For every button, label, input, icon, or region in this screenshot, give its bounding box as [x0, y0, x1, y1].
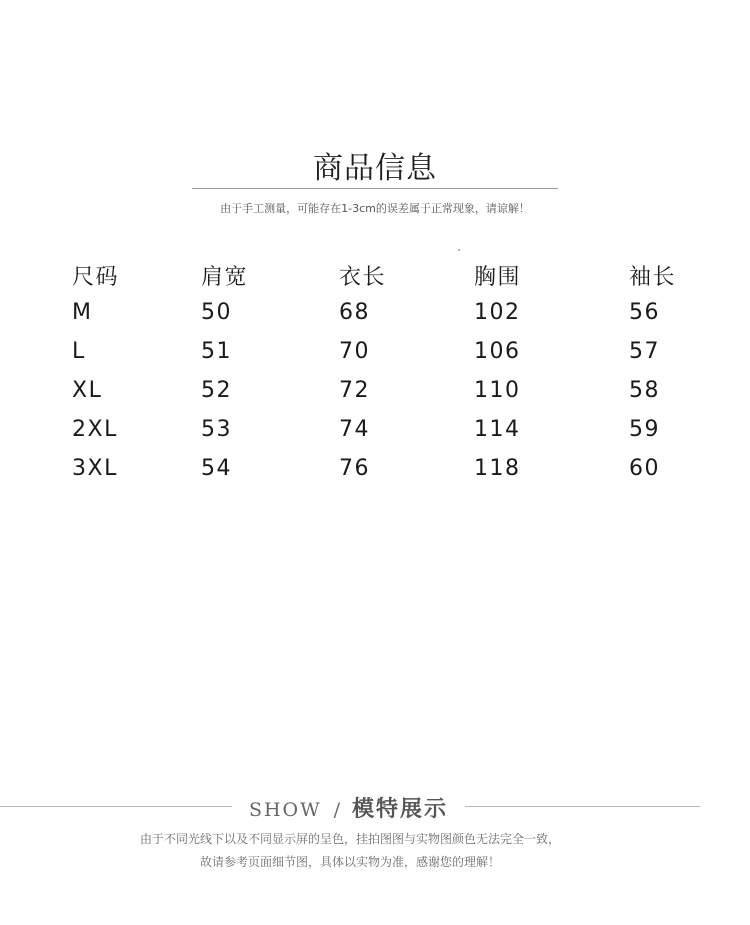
decorative-dot — [458, 249, 460, 251]
title-divider — [192, 188, 558, 189]
table-cell: 70 — [339, 339, 370, 364]
column-header-shoulder: 肩宽 — [201, 265, 249, 290]
column-header-length: 衣长 — [339, 265, 387, 290]
table-row — [0, 417, 750, 453]
show-divider-right — [465, 806, 700, 807]
table-cell: 53 — [201, 417, 232, 442]
table-cell: 60 — [629, 456, 660, 481]
table-cell: 58 — [629, 378, 660, 403]
table-cell: 72 — [339, 378, 370, 403]
table-row — [0, 339, 750, 375]
table-row — [0, 300, 750, 336]
table-cell: 74 — [339, 417, 370, 442]
table-cell: 50 — [201, 300, 232, 325]
table-row — [0, 456, 750, 492]
table-cell: M — [72, 300, 93, 325]
table-cell: 114 — [474, 417, 521, 442]
show-label-en: SHOW — [248, 799, 322, 821]
table-cell: 3XL — [72, 456, 118, 481]
table-cell: 2XL — [72, 417, 118, 442]
table-cell: L — [72, 339, 86, 364]
measurement-note: 由于手工测量，可能存在1-3cm的误差属于正常现象，请谅解！ — [220, 202, 530, 215]
table-cell: 52 — [201, 378, 232, 403]
table-cell: 106 — [474, 339, 521, 364]
column-header-chest: 胸围 — [474, 265, 522, 290]
table-cell: XL — [72, 378, 103, 403]
table-cell: 76 — [339, 456, 370, 481]
table-row — [0, 378, 750, 414]
page-title: 商品信息 — [313, 151, 437, 186]
column-header-size: 尺码 — [72, 265, 120, 290]
show-divider-left — [0, 806, 232, 807]
table-cell: 118 — [474, 456, 521, 481]
table-cell: 102 — [474, 300, 521, 325]
table-cell: 51 — [201, 339, 232, 364]
color-disclaimer-line-1: 由于不同光线下以及不同显示屏的呈色，挂拍图图与实物图颜色无法完全一致， — [139, 832, 560, 846]
table-cell: 110 — [474, 378, 521, 403]
table-cell: 56 — [629, 300, 660, 325]
show-label-cn: 模特展示 — [352, 797, 449, 822]
table-cell: 54 — [201, 456, 232, 481]
color-disclaimer-line-2: 故请参考页面细节图，具体以实物为准，感谢您的理解！ — [199, 855, 500, 869]
table-cell: 68 — [339, 300, 370, 325]
column-header-sleeve: 袖长 — [629, 265, 677, 290]
size-table — [0, 260, 750, 492]
table-header-row — [0, 260, 750, 296]
show-heading — [232, 792, 465, 823]
show-separator: / — [333, 799, 341, 821]
table-cell: 57 — [629, 339, 660, 364]
table-cell: 59 — [629, 417, 660, 442]
